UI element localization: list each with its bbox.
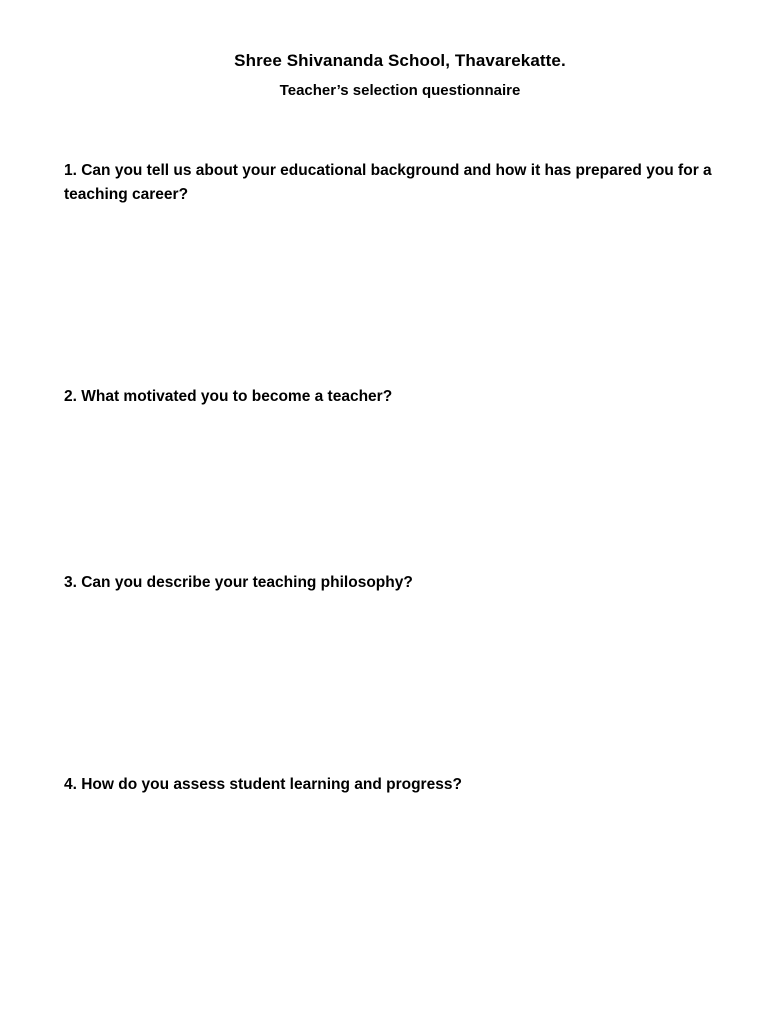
document-title: Shree Shivananda School, Thavarekatte. (234, 51, 566, 70)
question-4: 4. How do you assess student learning and progress? (64, 776, 462, 793)
question-2: 2. What motivated you to become a teacher? (64, 388, 393, 405)
document-subtitle: Teacher’s selection questionnaire (279, 82, 521, 99)
question-3: 3. Can you describe your teaching philosophy? (64, 574, 413, 591)
question-1: 1. Can you tell us about your educational background and how it has prepared you for a teaching career? (64, 162, 712, 203)
